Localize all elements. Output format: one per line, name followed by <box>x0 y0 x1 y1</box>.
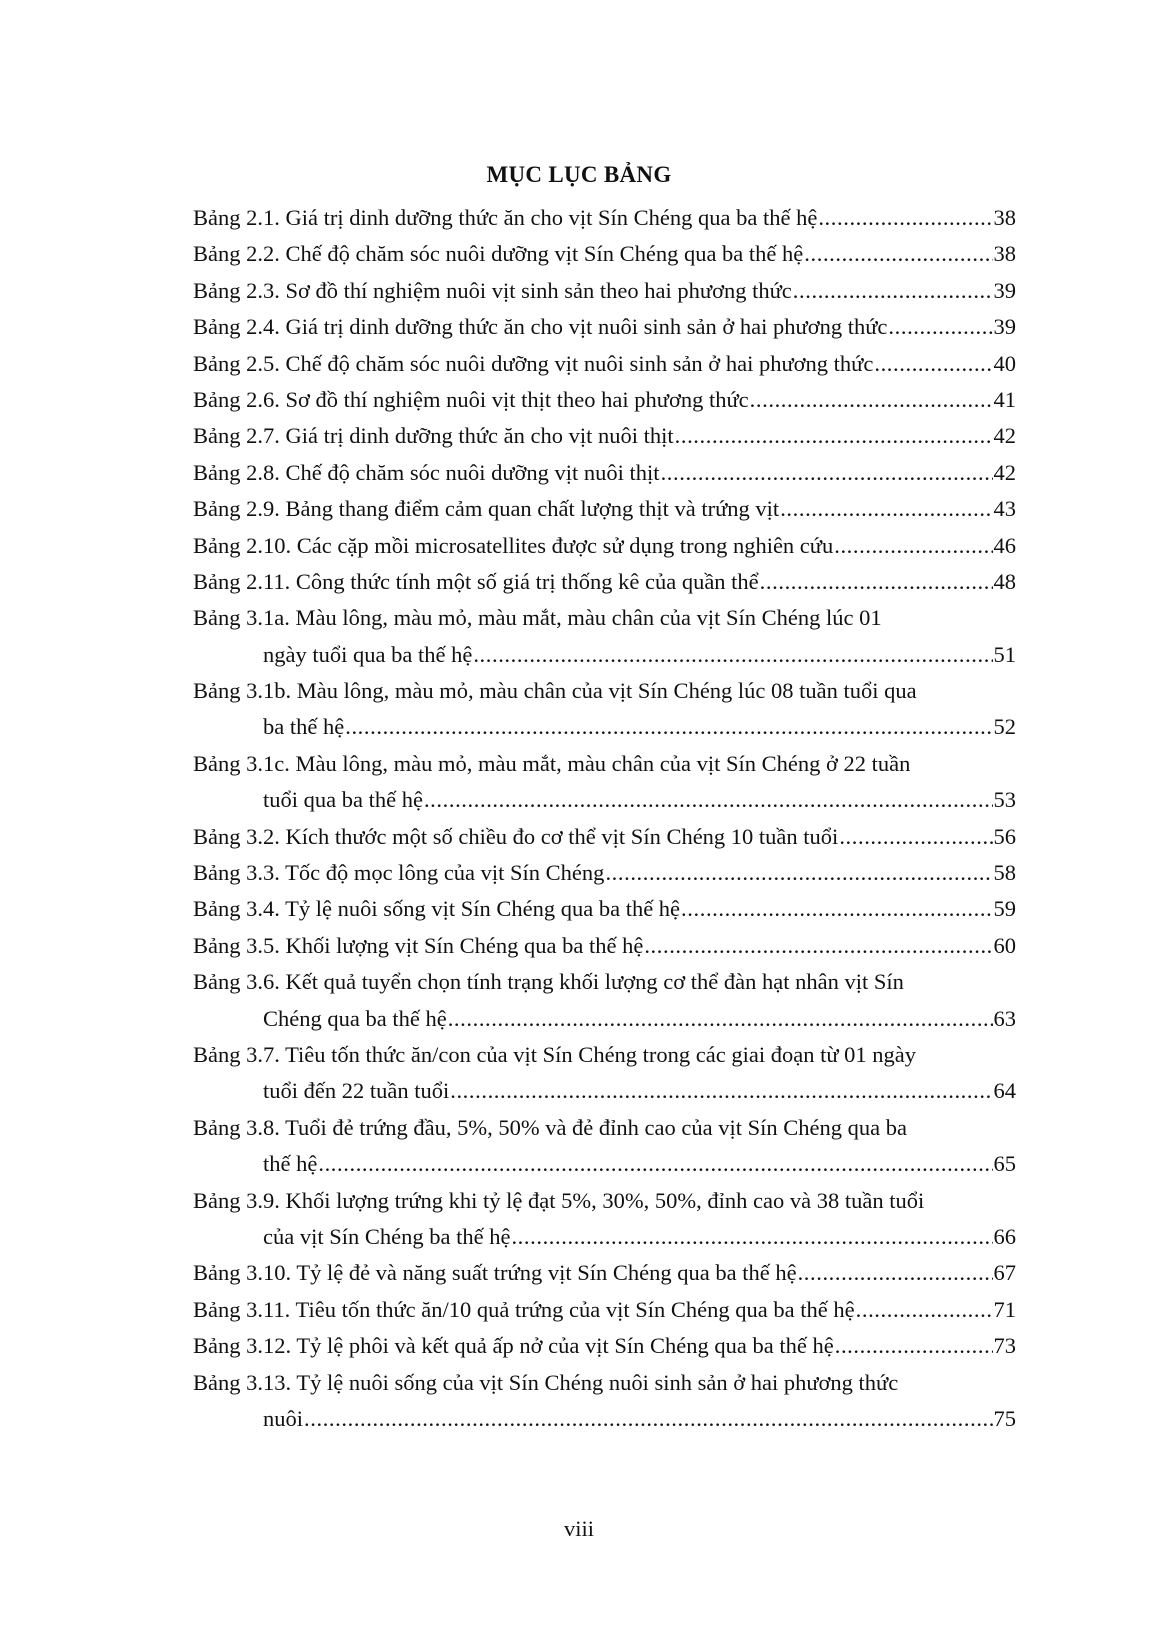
toc-entry-title <box>193 273 792 309</box>
dot-leader <box>424 782 993 818</box>
toc-entry-label: Bảng 2.6. <box>193 386 280 412</box>
toc-entry-title <box>193 455 660 491</box>
toc-entry-label: Bảng 3.1b. <box>193 678 292 704</box>
toc-entry-page[interactable]: 42 <box>993 459 1016 485</box>
dot-leader <box>874 346 992 382</box>
toc-entry-text: Khối lượng vịt Sín Chéng qua ba thế hệ <box>285 932 644 958</box>
toc-entry-title <box>193 855 604 891</box>
toc-entry-text: Tỷ lệ đẻ và năng suất trứng vịt Sín Chéng qua ba thế hệ <box>296 1260 797 1286</box>
toc-entry-title <box>193 346 873 382</box>
toc-entry-label: Bảng 3.2. <box>193 823 280 849</box>
toc-entry-title-cont <box>263 1219 510 1255</box>
toc-entry-title <box>193 1292 855 1328</box>
toc-entry-label: Bảng 2.10. <box>193 532 292 558</box>
toc-entry-continuation <box>193 637 1016 673</box>
toc-entry-text: Tiêu tốn thức ăn/con của vịt Sín Chéng trong các giai đoạn từ 01 ngày <box>285 1041 917 1067</box>
toc-entry-text: của vịt Sín Chéng ba thế hệ <box>263 1223 511 1249</box>
toc-entry-text: tuổi qua ba thế hệ <box>263 787 423 813</box>
toc-entry[interactable] <box>193 1110 1016 1183</box>
toc-entry-title <box>193 1110 907 1146</box>
toc-entry-title <box>193 1365 898 1401</box>
toc-entry-title <box>193 600 882 636</box>
toc-entry-text: Chế độ chăm sóc nuôi dưỡng vịt Sín Chéng qua ba thế hệ <box>285 241 804 267</box>
toc-entry[interactable] <box>193 455 1016 491</box>
toc-entry-line <box>193 1183 1016 1219</box>
toc-entry-label: Bảng 3.1c. <box>193 750 290 776</box>
toc-entry-page[interactable]: 66 <box>993 1223 1016 1249</box>
toc-entry-text: Tiêu tốn thức ăn/10 quả trứng của vịt Sín Chéng qua ba thế hệ <box>295 1296 855 1322</box>
toc-entry-continuation <box>193 782 1016 818</box>
toc-entry-page[interactable]: 60 <box>993 932 1016 958</box>
toc-entry-page[interactable]: 58 <box>993 860 1016 886</box>
toc-entry-page[interactable]: 56 <box>993 823 1016 849</box>
dot-leader <box>835 1328 993 1364</box>
toc-entry[interactable] <box>193 200 1016 236</box>
dot-leader <box>888 309 992 345</box>
toc-entry-line <box>193 528 1016 564</box>
toc-entry-label: Bảng 3.9. <box>193 1187 280 1213</box>
toc-entry-text: Màu lông, màu mỏ, màu mắt, màu chân của vịt Sín Chéng lúc 01 <box>295 605 882 631</box>
dot-leader <box>304 1401 992 1437</box>
toc-entry-text: Tuổi đẻ trứng đầu, 5%, 50% và đẻ đỉnh cao của vịt Sín Chéng qua ba <box>285 1114 907 1140</box>
toc-entry-line <box>193 1255 1016 1291</box>
toc-entry-line <box>193 600 1016 636</box>
toc-entry[interactable] <box>193 236 1016 272</box>
dot-leader <box>448 1001 993 1037</box>
toc-entry[interactable] <box>193 1292 1016 1328</box>
toc-entry-page[interactable]: 65 <box>993 1151 1016 1177</box>
toc-entry-title <box>193 964 904 1000</box>
toc-entry-title-cont <box>263 1001 447 1037</box>
toc-entry-title <box>193 928 643 964</box>
toc-entry-page[interactable]: 38 <box>993 205 1016 230</box>
toc-entry-line <box>193 200 1016 236</box>
toc-entry-line <box>193 1365 1016 1401</box>
toc-entry-line <box>193 346 1016 382</box>
toc-entry-text: Kết quả tuyển chọn tính trạng khối lượng cơ thể đàn hạt nhân vịt Sín <box>285 969 904 995</box>
dot-leader <box>318 1146 992 1182</box>
toc-entry-label: Bảng 3.10. <box>193 1260 292 1286</box>
toc-entry-page[interactable]: 52 <box>993 714 1016 740</box>
toc-entry-title-cont <box>263 637 472 673</box>
toc-entry-continuation <box>193 1219 1016 1255</box>
toc-entry-title <box>193 491 779 527</box>
toc-entry[interactable] <box>193 273 1016 309</box>
toc-entry-page[interactable]: 53 <box>993 787 1016 813</box>
toc-entry-text: nuôi <box>263 1405 304 1431</box>
toc-entry-text: Tỷ lệ nuôi sống của vịt Sín Chéng nuôi sinh sản ở hai phương thức <box>296 1369 899 1395</box>
table-of-tables <box>193 200 1016 1437</box>
toc-entry-page[interactable]: 46 <box>993 532 1016 558</box>
toc-entry-title-cont <box>263 709 344 745</box>
toc-entry-title <box>193 309 887 345</box>
toc-entry[interactable] <box>193 309 1016 345</box>
toc-entry-title <box>193 1037 916 1073</box>
toc-entry-title <box>193 1183 924 1219</box>
toc-entry-label: Bảng 3.1a. <box>193 605 290 631</box>
toc-entry-page[interactable]: 41 <box>993 386 1016 412</box>
toc-entry[interactable] <box>193 964 1016 1037</box>
toc-entry-page[interactable]: 39 <box>993 277 1016 303</box>
toc-entry-title-cont <box>263 1073 449 1109</box>
toc-entry-text: Sơ đồ thí nghiệm nuôi vịt sinh sản theo hai phương thức <box>285 277 792 303</box>
toc-entry-line <box>193 673 1016 709</box>
toc-entry-text: Chế độ chăm sóc nuôi dưỡng vịt nuôi sinh sản ở hai phương thức <box>285 350 874 376</box>
page-title: MỤC LỤC BẢNG <box>486 162 672 187</box>
toc-entry-page[interactable]: 38 <box>993 241 1016 267</box>
toc-entry[interactable] <box>193 1365 1016 1438</box>
dot-leader <box>856 1292 993 1328</box>
toc-entry-title <box>193 1255 797 1291</box>
dot-leader <box>675 418 993 454</box>
toc-entry-title <box>193 673 917 709</box>
toc-entry-label: Bảng 3.13. <box>193 1369 292 1395</box>
dot-leader <box>839 819 992 855</box>
toc-entry-title <box>193 746 910 782</box>
dot-leader <box>345 709 992 745</box>
dot-leader <box>798 1255 993 1291</box>
toc-entry-text: Màu lông, màu mỏ, màu mắt, màu chân của vịt Sín Chéng ở 22 tuần <box>295 750 911 776</box>
dot-leader <box>450 1073 992 1109</box>
toc-entry-text: ngày tuổi qua ba thế hệ <box>263 641 473 667</box>
toc-entry-text: Giá trị dinh dưỡng thức ăn cho vịt Sín Chéng qua ba thế hệ <box>285 205 818 230</box>
toc-entry-continuation <box>193 1073 1016 1109</box>
toc-entry-title <box>193 236 803 272</box>
toc-entry-text: Tỷ lệ phôi và kết quả ấp nở của vịt Sín Chéng qua ba thế hệ <box>296 1333 834 1359</box>
toc-entry[interactable] <box>193 928 1016 964</box>
toc-entry-text: Tỷ lệ nuôi sống vịt Sín Chéng qua ba thế hệ <box>285 896 681 922</box>
toc-entry-text: Chéng qua ba thế hệ <box>263 1005 447 1031</box>
toc-entry-line <box>193 418 1016 454</box>
toc-entry[interactable] <box>193 746 1016 819</box>
toc-entry-line <box>193 746 1016 782</box>
toc-entry-label: Bảng 2.3. <box>193 277 280 303</box>
dot-leader <box>804 236 992 272</box>
toc-entry-page[interactable]: 42 <box>993 423 1016 449</box>
toc-entry-continuation <box>193 1146 1016 1182</box>
toc-entry-title <box>193 564 759 600</box>
toc-entry-label: Bảng 2.9. <box>193 496 280 522</box>
toc-entry[interactable] <box>193 491 1016 527</box>
toc-entry-continuation <box>193 1001 1016 1037</box>
toc-entry-line <box>193 928 1016 964</box>
toc-entry-page[interactable]: 48 <box>993 568 1016 594</box>
toc-entry-label: Bảng 3.7. <box>193 1041 280 1067</box>
toc-entry-page[interactable]: 71 <box>993 1296 1016 1322</box>
toc-entry-text: tuổi đến 22 tuần tuổi <box>263 1078 450 1104</box>
toc-entry-text: Sơ đồ thí nghiệm nuôi vịt thịt theo hai phương thức <box>285 386 749 412</box>
toc-entry-line <box>193 1037 1016 1073</box>
toc-entry-text: ba thế hệ <box>263 714 345 740</box>
toc-entry-text: Giá trị dinh dưỡng thức ăn cho vịt nuôi sinh sản ở hai phương thức <box>285 314 888 340</box>
dot-leader <box>760 564 993 600</box>
toc-entry-label: Bảng 2.1. <box>193 205 280 230</box>
toc-entry-page[interactable]: 75 <box>993 1405 1016 1431</box>
toc-entry-page[interactable]: 43 <box>993 496 1016 522</box>
toc-entry[interactable] <box>193 528 1016 564</box>
toc-entry-page[interactable]: 63 <box>993 1005 1016 1031</box>
toc-entry[interactable] <box>193 600 1016 673</box>
toc-entry-label: Bảng 3.6. <box>193 969 280 995</box>
toc-entry-title <box>193 200 817 236</box>
toc-entry[interactable] <box>193 819 1016 855</box>
toc-entry-label: Bảng 2.5. <box>193 350 280 376</box>
toc-entry-label: Bảng 2.7. <box>193 423 280 449</box>
toc-entry-page[interactable]: 59 <box>993 896 1016 922</box>
toc-entry-text: Giá trị dinh dưỡng thức ăn cho vịt nuôi thịt <box>285 423 674 449</box>
dot-leader <box>661 455 993 491</box>
dot-leader <box>644 928 992 964</box>
toc-entry-line <box>193 1110 1016 1146</box>
dot-leader <box>780 491 992 527</box>
toc-entry-label: Bảng 3.12. <box>193 1333 292 1359</box>
dot-leader <box>834 528 992 564</box>
dot-leader <box>793 273 993 309</box>
toc-entry-label: Bảng 2.2. <box>193 241 280 267</box>
toc-entry[interactable] <box>193 855 1016 891</box>
toc-entry[interactable] <box>193 418 1016 454</box>
toc-entry-label: Bảng 2.11. <box>193 568 291 594</box>
dot-leader <box>473 637 992 673</box>
dot-leader <box>681 891 992 927</box>
toc-entry-text: Màu lông, màu mỏ, màu chân của vịt Sín Chéng lúc 08 tuần tuổi qua <box>296 678 917 704</box>
toc-entry-line <box>193 491 1016 527</box>
toc-entry-title <box>193 1328 834 1364</box>
toc-entry-title <box>193 891 680 927</box>
toc-entry[interactable] <box>193 1183 1016 1256</box>
toc-entry-text: Khối lượng trứng khi tỷ lệ đạt 5%, 30%, 50%, đỉnh cao và 38 tuần tuổi <box>285 1187 925 1213</box>
toc-entry-line <box>193 309 1016 345</box>
toc-entry-line <box>193 382 1016 418</box>
toc-entry-title-cont <box>263 782 423 818</box>
toc-entry[interactable] <box>193 564 1016 600</box>
toc-entry-line <box>193 273 1016 309</box>
toc-entry[interactable] <box>193 1328 1016 1364</box>
dot-leader <box>605 855 992 891</box>
toc-entry-text: Các cặp mồi microsatellites được sử dụng trong nghiên cứu <box>296 532 834 558</box>
toc-entry-text: Công thức tính một số giá trị thống kê của quần thể <box>295 568 759 594</box>
toc-entry-title-cont <box>263 1146 317 1182</box>
toc-entry-line <box>193 455 1016 491</box>
toc-entry[interactable] <box>193 891 1016 927</box>
toc-entry-title-cont <box>263 1401 303 1437</box>
dot-leader <box>818 200 992 236</box>
toc-entry-text: thế hệ <box>263 1151 318 1177</box>
toc-entry-line <box>193 819 1016 855</box>
toc-entry-title <box>193 382 749 418</box>
toc-entry-label: Bảng 2.4. <box>193 314 280 340</box>
toc-entry-page[interactable]: 40 <box>993 350 1016 376</box>
dot-leader <box>750 382 993 418</box>
toc-entry-continuation <box>193 1401 1016 1437</box>
toc-entry-label: Bảng 2.8. <box>193 459 280 485</box>
toc-entry-text: Tốc độ mọc lông của vịt Sín Chéng <box>285 860 605 886</box>
toc-entry[interactable] <box>193 382 1016 418</box>
toc-entry[interactable] <box>193 673 1016 746</box>
toc-entry-line <box>193 891 1016 927</box>
toc-entry-page[interactable]: 64 <box>993 1078 1016 1104</box>
toc-entry-text: Chế độ chăm sóc nuôi dưỡng vịt nuôi thịt <box>285 459 660 485</box>
toc-entry-line <box>193 1292 1016 1328</box>
toc-entry-label: Bảng 3.4. <box>193 896 280 922</box>
toc-entry-label: Bảng 3.11. <box>193 1296 291 1322</box>
page-number: viii <box>563 1516 594 1541</box>
toc-entry-label: Bảng 3.8. <box>193 1114 280 1140</box>
toc-entry-text: Kích thước một số chiều đo cơ thể vịt Sín Chéng 10 tuần tuổi <box>285 823 839 849</box>
toc-entry-label: Bảng 3.3. <box>193 860 280 886</box>
toc-entry[interactable] <box>193 1255 1016 1291</box>
toc-entry-line <box>193 855 1016 891</box>
toc-entry-text: Bảng thang điểm cảm quan chất lượng thịt và trứng vịt <box>285 496 780 522</box>
toc-entry[interactable] <box>193 346 1016 382</box>
toc-entry-page[interactable]: 73 <box>993 1333 1016 1359</box>
toc-entry-continuation <box>193 709 1016 745</box>
toc-entry-line <box>193 1328 1016 1364</box>
toc-entry-title <box>193 528 833 564</box>
toc-entry-line <box>193 564 1016 600</box>
dot-leader <box>511 1219 992 1255</box>
toc-entry[interactable] <box>193 1037 1016 1110</box>
toc-entry-title <box>193 418 674 454</box>
toc-entry-label: Bảng 3.5. <box>193 932 280 958</box>
toc-entry-page[interactable]: 67 <box>993 1260 1016 1286</box>
toc-entry-title <box>193 819 838 855</box>
toc-entry-line <box>193 964 1016 1000</box>
toc-entry-page[interactable]: 51 <box>993 641 1016 667</box>
toc-entry-line <box>193 236 1016 272</box>
toc-entry-page[interactable]: 39 <box>993 314 1016 340</box>
